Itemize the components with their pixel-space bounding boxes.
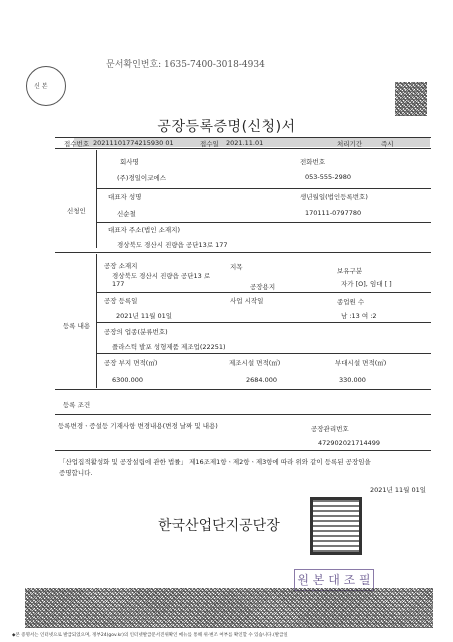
industry: 플라스틱 발포 성형제품 제조업(22251): [112, 343, 226, 351]
address-label: 대표자 주소(법인 소재지): [108, 226, 180, 234]
industry-label: 공장의 업종(분류번호): [104, 328, 168, 336]
ancillary-label: 부대시설 면적(㎡): [335, 359, 387, 367]
location: 경상북도 경산시 진량읍 공단13 로 177: [112, 272, 211, 288]
certification-text: 「산업집적활성화 및 공장설립에 관한 법률」 제16조제1항ㆍ제2항ㆍ제3항에 따라 위와 같이 등록된 공장임을: [59, 458, 371, 466]
ownership: 자가 [O], 임대 [ ]: [341, 280, 392, 288]
phone-label: 전화번호: [300, 158, 326, 166]
qr-code-top: [395, 82, 427, 116]
location-label: 공장 소재지: [104, 262, 138, 270]
official-seal: [310, 497, 362, 555]
address: 경상북도 경산시 진량읍 공단13로 177: [117, 241, 228, 249]
reg-date-label: 공장 등록일: [104, 297, 138, 305]
birth-label: 생년월일(법인등록번호): [300, 193, 368, 201]
receipt-no: 20211101774215930 01: [93, 139, 174, 147]
rep-label: 대표자 성명: [108, 193, 142, 201]
rule: [97, 322, 431, 323]
phone: 053-555-2980: [305, 173, 352, 181]
rep-name: 신순철: [117, 210, 136, 218]
conditions-label: 등록 조건: [63, 401, 91, 409]
rule: [97, 188, 431, 189]
ownership-label: 보유구분: [337, 267, 363, 275]
rule: [55, 148, 431, 149]
registration-section-label: 등록 내용: [63, 322, 91, 330]
zone-label: 지목: [230, 263, 243, 271]
employees: 남 :13 여 :2: [341, 312, 377, 320]
zone: 공장용지: [250, 283, 276, 291]
company-name: (주)경일이코에스: [117, 174, 167, 182]
changes-label: 등록변경ㆍ증설등 기재사항 변경내용(변경 날짜 및 내용): [58, 422, 218, 430]
receipt-date: 2021.11.01: [226, 139, 264, 147]
mfg-area-label: 제조시설 면적(㎡): [229, 359, 281, 367]
issue-date: 2021년 11월 01일: [370, 486, 427, 494]
applicant-section-label: 신청인: [67, 207, 86, 215]
processing-label: 처리기간: [337, 140, 363, 148]
site-area-label: 공장 부지 면적(㎡): [104, 359, 158, 367]
rule: [55, 450, 431, 451]
reg-date: 2021년 11월 01일: [116, 312, 173, 320]
left-stamp: [26, 66, 68, 108]
rule: [97, 353, 431, 354]
rule: [55, 137, 431, 138]
certification-text-2: 증명합니다.: [59, 469, 93, 477]
site-area: 6300.000: [112, 376, 144, 384]
document-confirm-number: 문서확인번호: 1635-7400-3018-4934: [106, 60, 265, 70]
company-name-label: 회사명: [120, 158, 139, 166]
rule: [97, 292, 431, 293]
birth-no: 170111-0797780: [305, 209, 362, 217]
rule: [97, 222, 431, 223]
receipt-no-label: 접수번호: [64, 140, 90, 148]
receipt-date-label: 접수일: [200, 140, 219, 148]
rule: [55, 252, 431, 253]
rule: [96, 150, 97, 248]
issuer-name: 한국산업단지공단장: [158, 518, 280, 534]
op-start-label: 사업 시작일: [230, 297, 264, 305]
rule: [55, 389, 431, 390]
mgmt-no: 472902021714499: [318, 439, 381, 447]
page-title: 공장등록증명(신청)서: [157, 119, 296, 135]
employees-label: 종업원 수: [337, 298, 365, 306]
footnote: ◆본 증명서는 인터넷으로 발급되었으며, 정부24(gov.kr)의 인터넷발급문서진위확인 메뉴를 통해 위·변조 여부를 확인할 수 있습니다.(발급일: [12, 633, 288, 638]
original-verified-stamp: 원 본 대 조 필: [294, 569, 374, 591]
ancillary: 330.000: [339, 376, 366, 384]
mgmt-no-label: 공장관리번호: [311, 425, 349, 433]
barcode-strip: [25, 588, 433, 628]
mfg-area: 2684.000: [246, 376, 278, 384]
stamp-label: 신 본: [34, 83, 48, 90]
rule: [55, 414, 431, 415]
processing-value: 즉시: [381, 140, 394, 148]
rule: [96, 254, 97, 388]
